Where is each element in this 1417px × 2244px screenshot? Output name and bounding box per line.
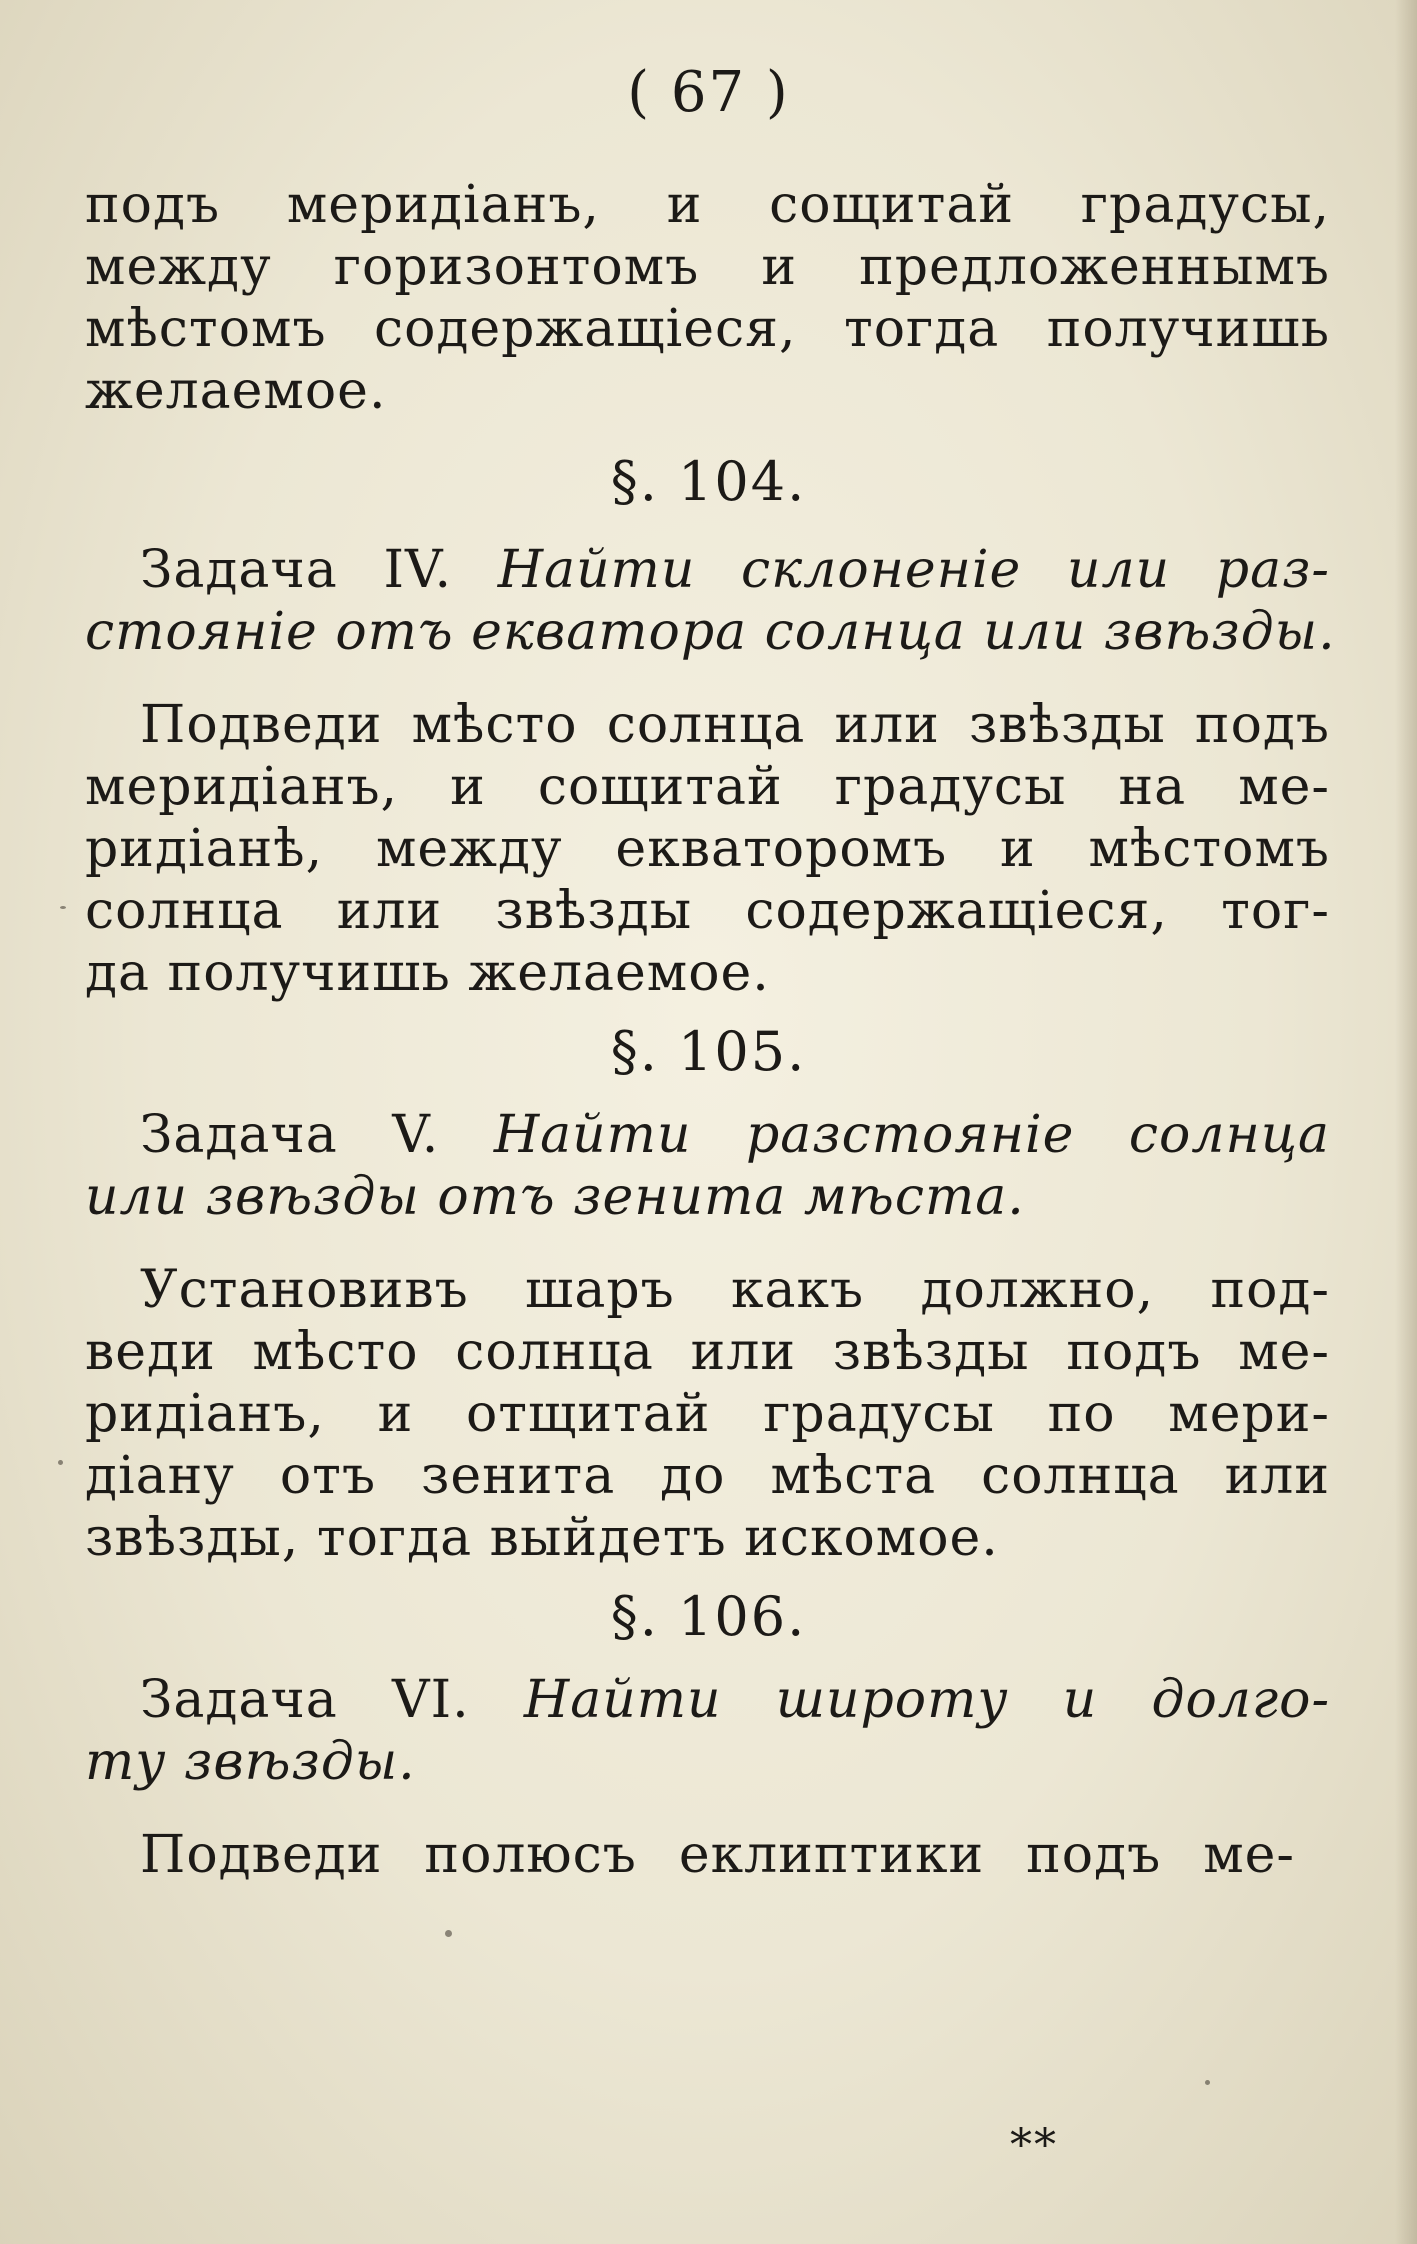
body-line: дiану отъ зенита до мѣста солнца или [85, 1446, 1330, 1506]
task-title: Найти склоненiе или раз- [497, 540, 1330, 600]
page-number: ( 67 ) [627, 60, 790, 125]
body-line: звѣзды, тогда выйдетъ искомое. [85, 1508, 999, 1568]
task-title-line [140, 1105, 1330, 1165]
signature-mark: ** [1010, 2120, 1058, 2171]
intro-line: подъ меридiанъ, и сощитай градусы, [85, 175, 1330, 235]
paper-speck [1205, 2080, 1210, 2085]
task-title-line: ту звѣзды. [85, 1732, 416, 1792]
body-line: Подведи полюсъ еклиптики подъ ме- [140, 1825, 1295, 1885]
body-line: Установивъ шаръ какъ должно, под- [140, 1260, 1330, 1320]
task-label: Задача V. [140, 1105, 440, 1165]
task-title: Найти разстоянiе солнца [493, 1105, 1331, 1165]
section-heading-106: §. 106. [610, 1585, 807, 1648]
body-line: веди мѣсто солнца или звѣзды подъ ме- [85, 1322, 1330, 1382]
paper-speck [58, 1460, 63, 1465]
task-title-line: или звѣзды отъ зенита мѣста. [85, 1167, 1025, 1227]
paper-speck [445, 1930, 452, 1937]
body-line: меридiанъ, и сощитай градусы на ме- [85, 757, 1330, 817]
paper-speck [60, 906, 66, 909]
task-label: Задача IV. [140, 540, 453, 600]
task-title-line [140, 1670, 1330, 1730]
section-heading-105: §. 105. [610, 1020, 807, 1083]
task-label: Задача VI. [140, 1670, 470, 1730]
body-line: Подведи мѣсто солнца или звѣзды подъ [140, 695, 1330, 755]
body-line: солнца или звѣзды содержащiеся, тог- [85, 881, 1330, 941]
section-heading-104: §. 104. [610, 450, 807, 513]
task-title-line: стоянiе отъ екватора солнца или звѣзды. [85, 602, 1336, 662]
body-line: ридiанъ, и отщитай градусы по мери- [85, 1384, 1330, 1444]
intro-line: желаемое. [85, 361, 387, 421]
body-line: да получишь желаемое. [85, 943, 770, 1003]
intro-line: между горизонтомъ и предложеннымъ [85, 237, 1330, 297]
intro-line: мѣстомъ содержащiеся, тогда получишь [85, 299, 1330, 359]
task-title-line [140, 540, 1330, 600]
body-line: ридiанѣ, между екваторомъ и мѣстомъ [85, 819, 1330, 879]
page-fold-shadow [1395, 0, 1417, 2244]
task-title: Найти широту и долго- [523, 1670, 1331, 1730]
